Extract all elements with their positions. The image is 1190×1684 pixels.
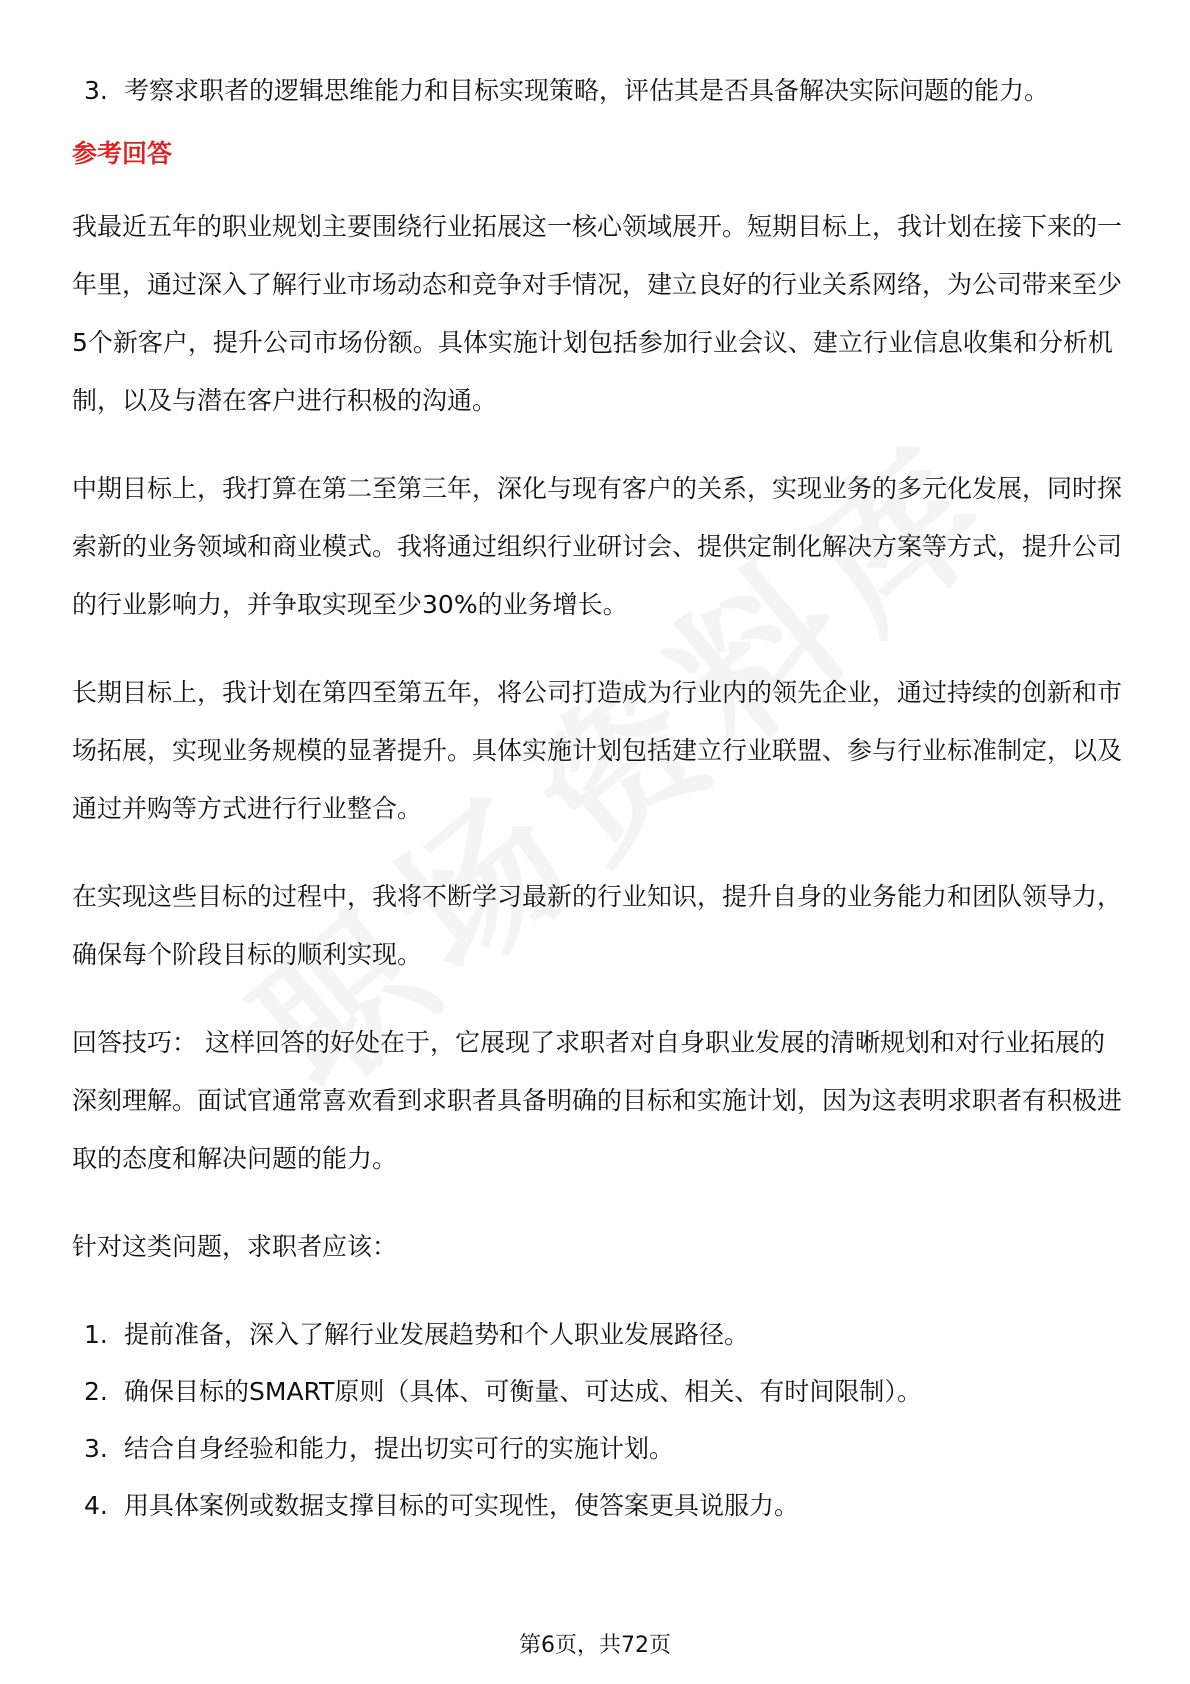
paragraph-tips: 回答技巧： 这样回答的好处在于，它展现了求职者对自身职业发展的清晰规划和对行业拓展的深刻理解。面试官通常喜欢看到求职者具备明确的目标和实施计划，因为这表明求职者有积极进取的态度和解决问题的能力。 bbox=[72, 1028, 1123, 1173]
list-item bbox=[72, 62, 1122, 120]
list-item-text: 考察求职者的逻辑思维能力和目标实现策略，评估其是否具备解决实际问题的能力。 bbox=[124, 76, 1050, 105]
paragraph-short-term: 我最近五年的职业规划主要围绕行业拓展这一核心领域展开。短期目标上，我计划在接下来的一年里，通过深入了解行业市场动态和竞争对手情况，建立良好的行业关系网络，为公司带来至少5个新客户，提升公司市场份额。具体实施计划包括参加行业会议、建立行业信息收集和分析机制，以及与潜在客户进行积极的沟通。 bbox=[72, 212, 1123, 415]
list-item-number: 3. bbox=[84, 76, 108, 105]
list-item-number: 1. bbox=[84, 1320, 108, 1349]
list-item bbox=[72, 1477, 1122, 1534]
list-item-text: 用具体案例或数据支撑目标的可实现性，使答案更具说服力。 bbox=[124, 1491, 800, 1520]
list-item bbox=[72, 1420, 1122, 1477]
list-item-text: 确保目标的SMART原则（具体、可衡量、可达成、相关、有时间限制）。 bbox=[124, 1377, 922, 1406]
advice-list bbox=[72, 1306, 1122, 1534]
list-item bbox=[72, 1306, 1122, 1363]
list-item-text: 提前准备，深入了解行业发展趋势和个人职业发展路径。 bbox=[124, 1320, 750, 1349]
paragraph-mid-term: 中期目标上，我打算在第二至第三年，深化与现有客户的关系，实现业务的多元化发展，同时探索新的业务领域和商业模式。我将通过组织行业研讨会、提供定制化解决方案等方式，提升公司的行业影响力，并争取实现至少30%的业务增长。 bbox=[72, 474, 1123, 619]
list-item-text: 结合自身经验和能力，提出切实可行的实施计划。 bbox=[124, 1434, 675, 1463]
top-list bbox=[72, 62, 1122, 120]
list-item-number: 2. bbox=[84, 1377, 108, 1406]
page-footer: 第6页，共72页 bbox=[519, 1633, 671, 1658]
document-page bbox=[72, 62, 1122, 1534]
list-item bbox=[72, 1363, 1122, 1420]
paragraph-advice-intro: 针对这类问题，求职者应该： bbox=[72, 1232, 398, 1261]
list-item-number: 3. bbox=[84, 1434, 108, 1463]
paragraph-process: 在实现这些目标的过程中，我将不断学习最新的行业知识，提升自身的业务能力和团队领导力，确保每个阶段目标的顺利实现。 bbox=[72, 882, 1123, 969]
paragraph-long-term: 长期目标上，我计划在第四至第五年，将公司打造成为行业内的领先企业，通过持续的创新和市场拓展，实现业务规模的显著提升。具体实施计划包括建立行业联盟、参与行业标准制定，以及通过并购等方式进行行业整合。 bbox=[72, 678, 1123, 823]
section-title: 参考回答 bbox=[72, 139, 173, 168]
list-item-number: 4. bbox=[84, 1491, 108, 1520]
